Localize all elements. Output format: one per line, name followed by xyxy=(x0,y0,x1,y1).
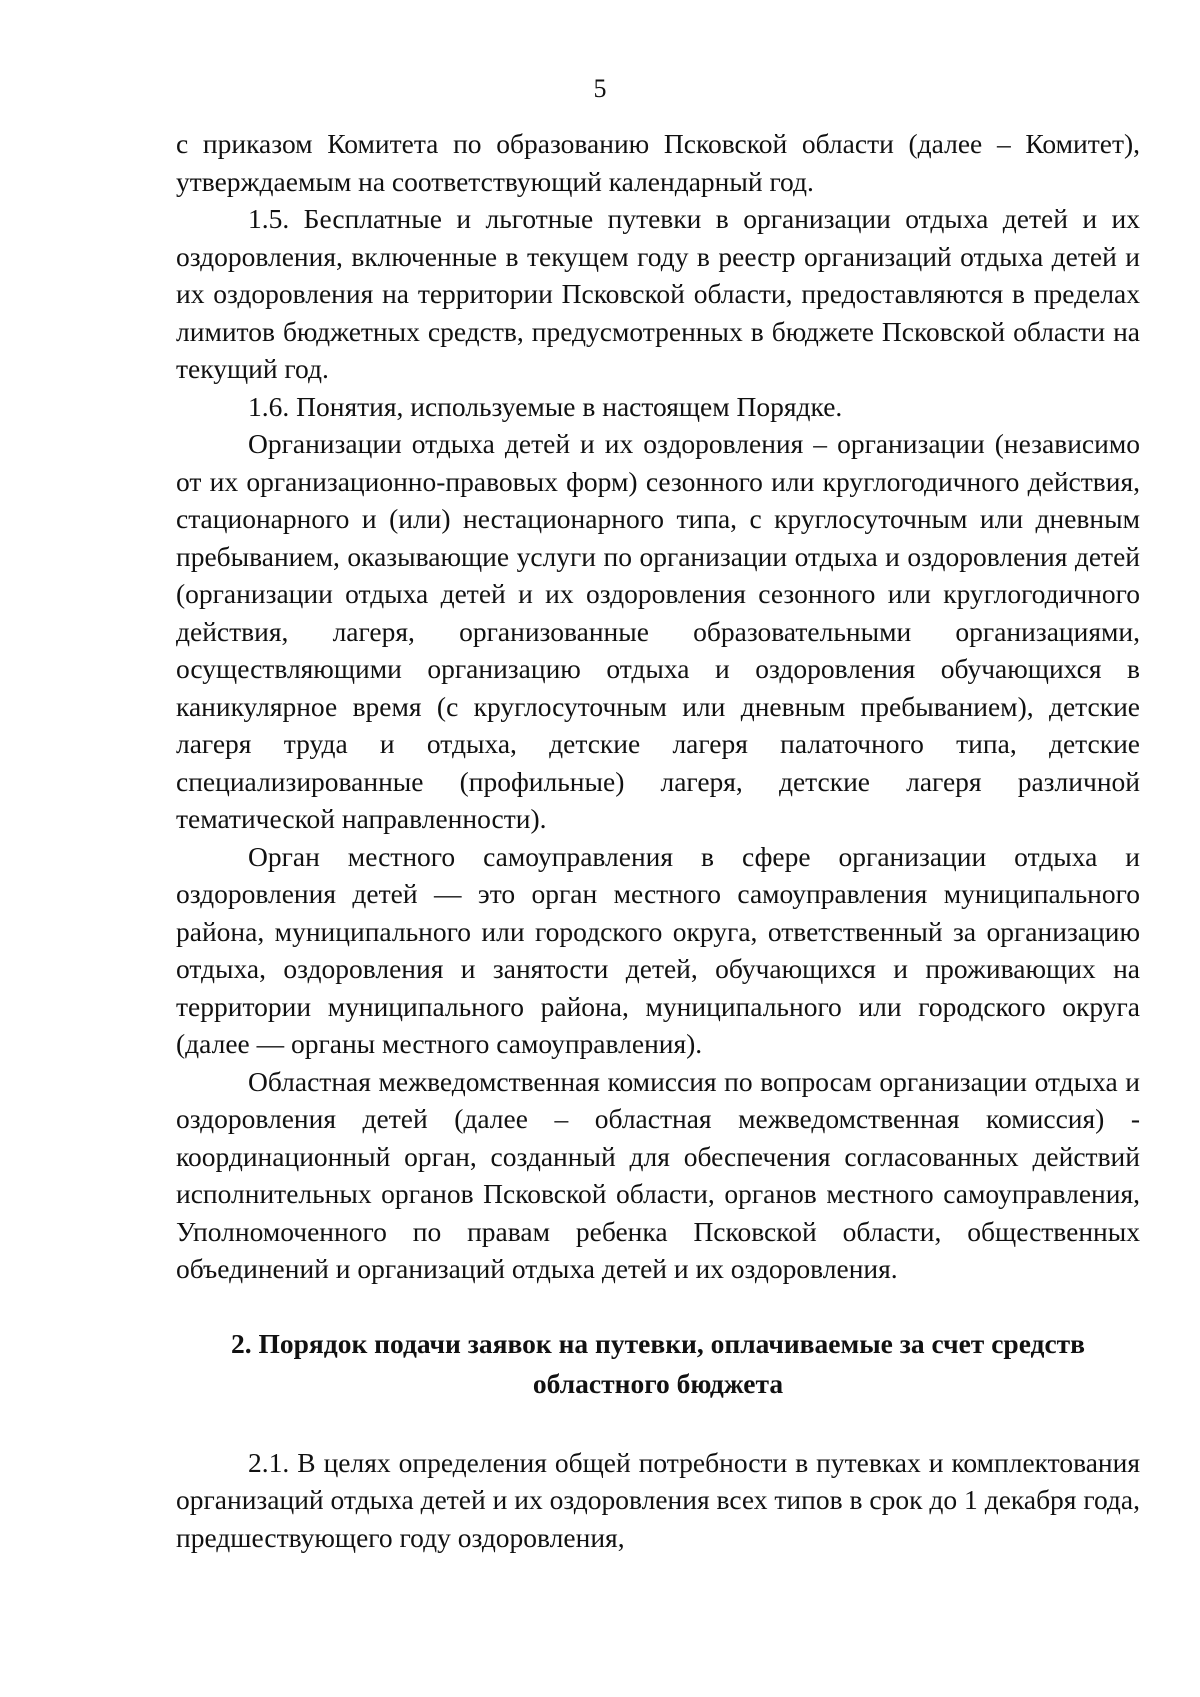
paragraph-1-5: 1.5. Бесплатные и льготные путевки в организации отдыха детей и их оздоровления, включенные в текущем году в реестр организаций отдыха детей и их оздоровления на территории Псковской области, предоставляются в пределах лимитов бюджетных средств, предусмотренных в бюджете Псковской области на текущий год. xyxy=(176,203,1140,384)
document-body xyxy=(176,125,1140,1556)
paragraph-1: с приказом Комитета по образованию Псковской области (далее – Комитет), утверждаемым на соответствующий календарный год. xyxy=(176,128,1140,197)
section-heading xyxy=(176,1324,1140,1404)
definition-local-authority: Орган местного самоуправления в сфере организации отдыха и оздоровления детей — это орган местного самоуправления муниципального района, муниципального или городского округа, ответственный за организацию отдыха, оздоровления и занятости детей, обучающихся и проживающих на территории муниципального района, муниципального или городского округа (далее — органы местного самоуправления). xyxy=(176,840,1140,1059)
section-heading-line-1: 2. Порядок подачи заявок на путевки, оплачиваемые за счет средств xyxy=(230,1327,1086,1359)
paragraph-1-6: 1.6. Понятия, используемые в настоящем Порядке. xyxy=(248,390,843,422)
section-heading-line-2: областного бюджета xyxy=(532,1367,784,1399)
definition-commission: Областная межведомственная комиссия по вопросам организации отдыха и оздоровления детей (далее – областная межведомственная комиссия) - координационный орган, созданный для обеспечения согласованных действий исполнительных органов Псковской области, органов местного самоуправления, Уполномоченного по правам ребенка Псковской области, общественных объединений и организаций отдыха детей и их оздоровления. xyxy=(176,1065,1140,1284)
definition-organizations: Организации отдыха детей и их оздоровления – организации (независимо от их организационно-правовых форм) сезонного или круглогодичного действия, стационарного и (или) нестационарного типа, с круглосуточным или дневным пребыванием, оказывающие услуги по организации отдыха и оздоровления детей (организации отдыха детей и их оздоровления сезонного или круглогодичного действия, лагеря, организованные образовательными организациями, осуществляющими организацию отдыха и оздоровления обучающихся в каникулярное время (с круглосуточным или дневным пребыванием), детские лагеря труда и отдыха, детские лагеря палаточного типа, детские специализированные (профильные) лагеря, детские лагеря различной тематической направленности). xyxy=(176,428,1140,834)
page-number: 5 xyxy=(593,74,607,103)
paragraph-2-1: 2.1. В целях определения общей потребности в путевках и комплектования организаций отдыха детей и их оздоровления всех типов в срок до 1 декабря года, предшествующего году оздоровления, xyxy=(176,1446,1140,1553)
